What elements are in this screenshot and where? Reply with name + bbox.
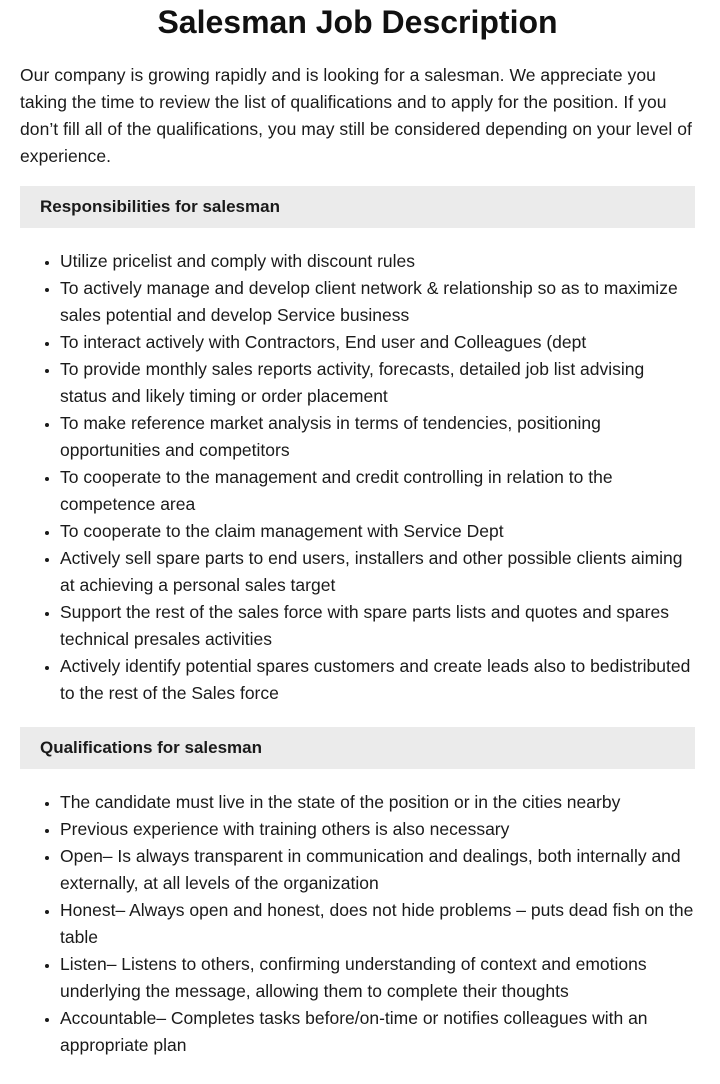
qualifications-heading: Qualifications for salesman [40, 738, 263, 757]
list-item: • To interact actively with Contractors, End user and Colleagues (dept [60, 329, 695, 356]
list-item: • To make reference market analysis in terms of tendencies, positioning opportunities and competitors [60, 410, 695, 464]
list-item: • Actively sell spare parts to end users, installers and other possible clients aiming at achieving a personal sales target [60, 545, 695, 599]
intro-paragraph: Our company is growing rapidly and is looking for a salesman. We appreciate you taking the time to review the list of qualifications and to apply for the position. If you don’t fill all of the qualifications, you may still be considered depending on your level of experience. [20, 65, 692, 166]
responsibilities-header [20, 186, 695, 228]
list-item: • Accountable– Completes tasks before/on-time or notifies colleagues with an appropriate plan [60, 1005, 695, 1059]
list-item: • To actively manage and develop client network & relationship so as to maximize sales potential and develop Service business [60, 275, 695, 329]
qualifications-header [20, 727, 695, 769]
qualifications-list [20, 789, 695, 1059]
list-item: • Open– Is always transparent in communication and dealings, both internally and externally, at all levels of the organization [60, 843, 695, 897]
list-item: • To provide monthly sales reports activity, forecasts, detailed job list advising status and likely timing or order placement [60, 356, 695, 410]
responsibilities-heading: Responsibilities for salesman [40, 197, 280, 216]
list-item: • Actively identify potential spares customers and create leads also to bedistributed to the rest of the Sales force [60, 653, 695, 707]
responsibilities-list [20, 248, 695, 707]
list-item: • Previous experience with training others is also necessary [60, 816, 695, 843]
list-item: • To cooperate to the management and credit controlling in relation to the competence area [60, 464, 695, 518]
list-item: • Listen– Listens to others, confirming understanding of context and emotions underlying the message, allowing them to complete their thoughts [60, 951, 695, 1005]
list-item: • To cooperate to the claim management with Service Dept [60, 518, 695, 545]
list-item: • Utilize pricelist and comply with discount rules [60, 248, 695, 275]
list-item: • Support the rest of the sales force with spare parts lists and quotes and spares technical presales activities [60, 599, 695, 653]
list-item: • Honest– Always open and honest, does not hide problems – puts dead fish on the table [60, 897, 695, 951]
page-title: Salesman Job Description [157, 4, 558, 40]
list-item: • The candidate must live in the state of the position or in the cities nearby [60, 789, 695, 816]
